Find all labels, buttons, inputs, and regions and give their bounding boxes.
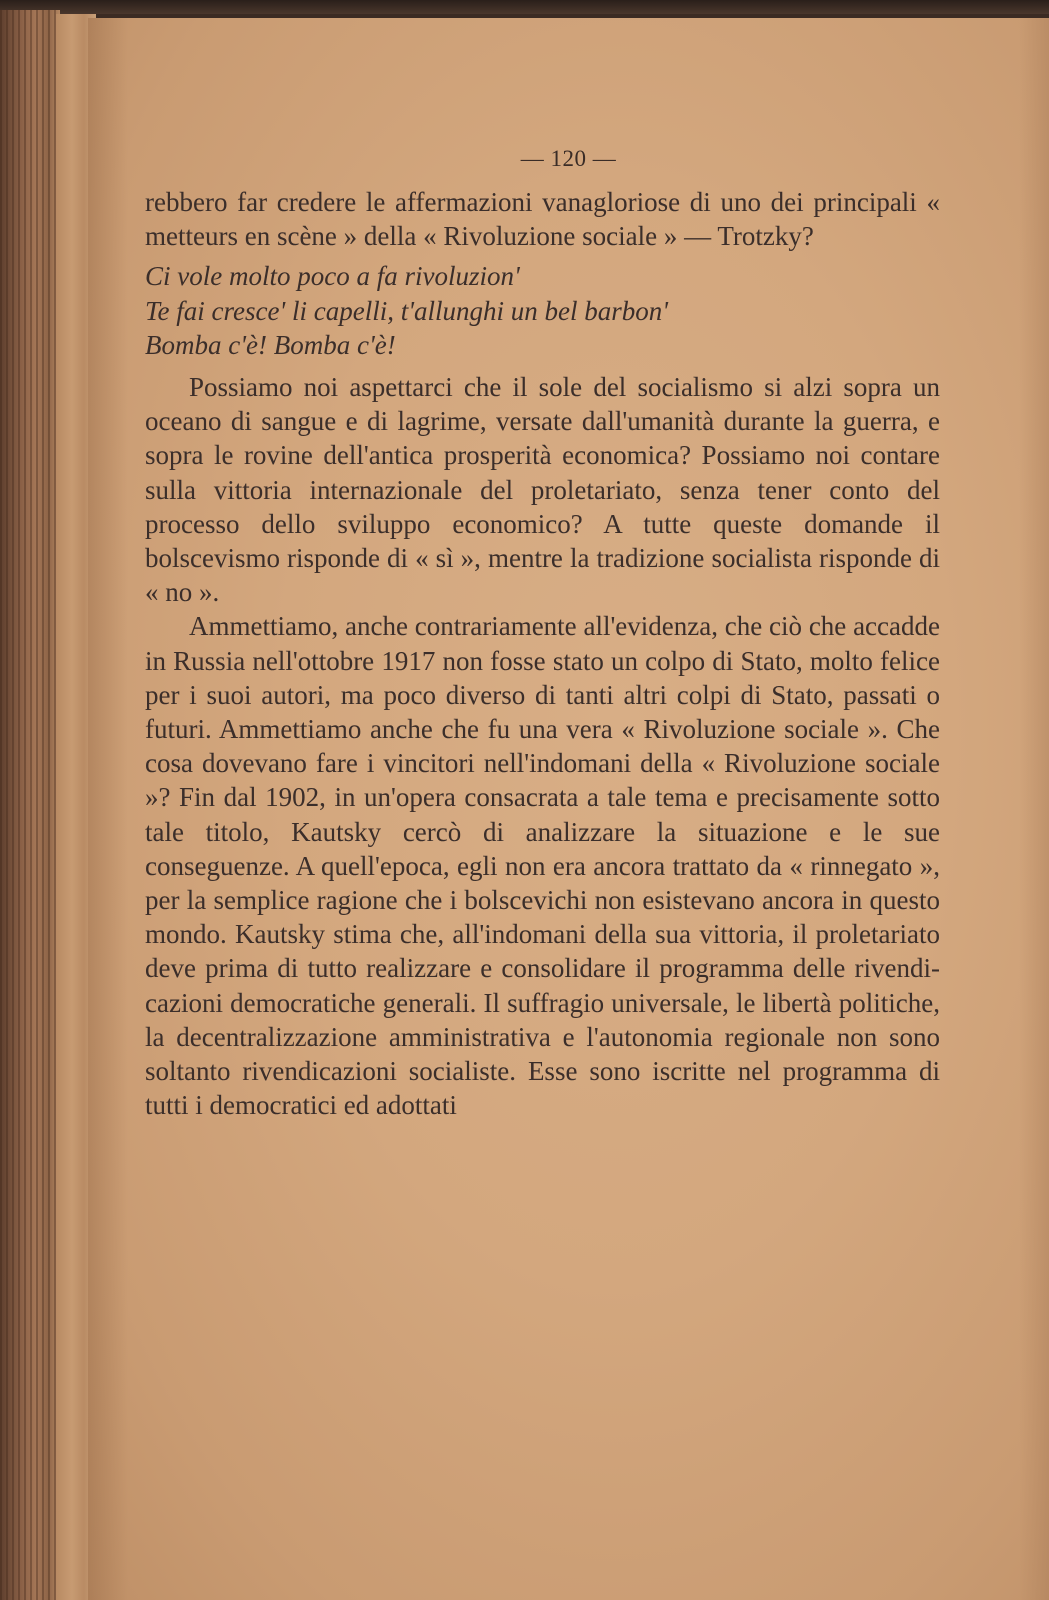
paragraph: Ammettiamo, anche contrariamente all'evidenza, che ciò che accadde in Russia nell'ottobre 1917 non fosse stato un colpo di Stato, molto felice per i suoi autori, ma poco diverso di tanti altri colpi di Stato, passati o futuri. Ammettiamo anche che fu una vera « Rivoluzione sociale ». Che cosa dovevano fare i vincitori nell'indomani della « Rivoluzione sociale »? Fin dal 1902, in un'opera consacrata a tale tema e precisamente sotto tale titolo, Kautsky cercò di analizzare la situazione e le sue conseguenze. A quell'epoca, egli non era ancora trattato da « rinnegato », per la semplice ragione che i bolscevichi non esistevano ancora in questo mondo. Kautsky stima che, all'indomani della sua vittoria, il proletariato deve prima di tutto realizzare e consolidare il programma delle rivendicazioni democratiche generali. Il suffragio universale, le libertà politiche, la decentralizzazione amministrativa e l'autonomia regionale non sono soltanto rivendicazioni socialiste. Esse sono iscritte nel programma di tutti i democratici ed adottati <box>145 611 940 1121</box>
verse-line: Te fai cresce' li capelli, t'allunghi un bel barbon' <box>145 295 669 326</box>
book-spine <box>0 10 60 1600</box>
page-number: — 120 — <box>520 146 617 171</box>
verse-line: Ci vole molto poco a fa rivoluzion' <box>145 261 520 292</box>
page-text <box>145 185 940 1122</box>
paragraph: Possiamo noi aspettarci che il sole del socialismo si alzi sopra un oceano di sangue e di lagrime, versate dall'umanità durante la guerra, e sopra le rovine dell'antica prosperità economica? Possiamo noi contare sulla vittoria internazionale del proletariato, senza tener conto del processo dello sviluppo economico? A tutte queste domande il bolscevismo risponde di « sì », mentre la tradizione socialista risponde di « no ». <box>145 372 940 608</box>
continued-paragraph: rebbero far credere le affermazioni vanagloriose di uno dei principali « metteurs en scène » della « Rivoluzione sociale » — Trotzky? <box>145 187 940 252</box>
book-top-edge <box>0 0 1049 14</box>
verse-line: Bomba c'è! Bomba c'è! <box>145 329 396 360</box>
verse-quote <box>145 259 940 362</box>
